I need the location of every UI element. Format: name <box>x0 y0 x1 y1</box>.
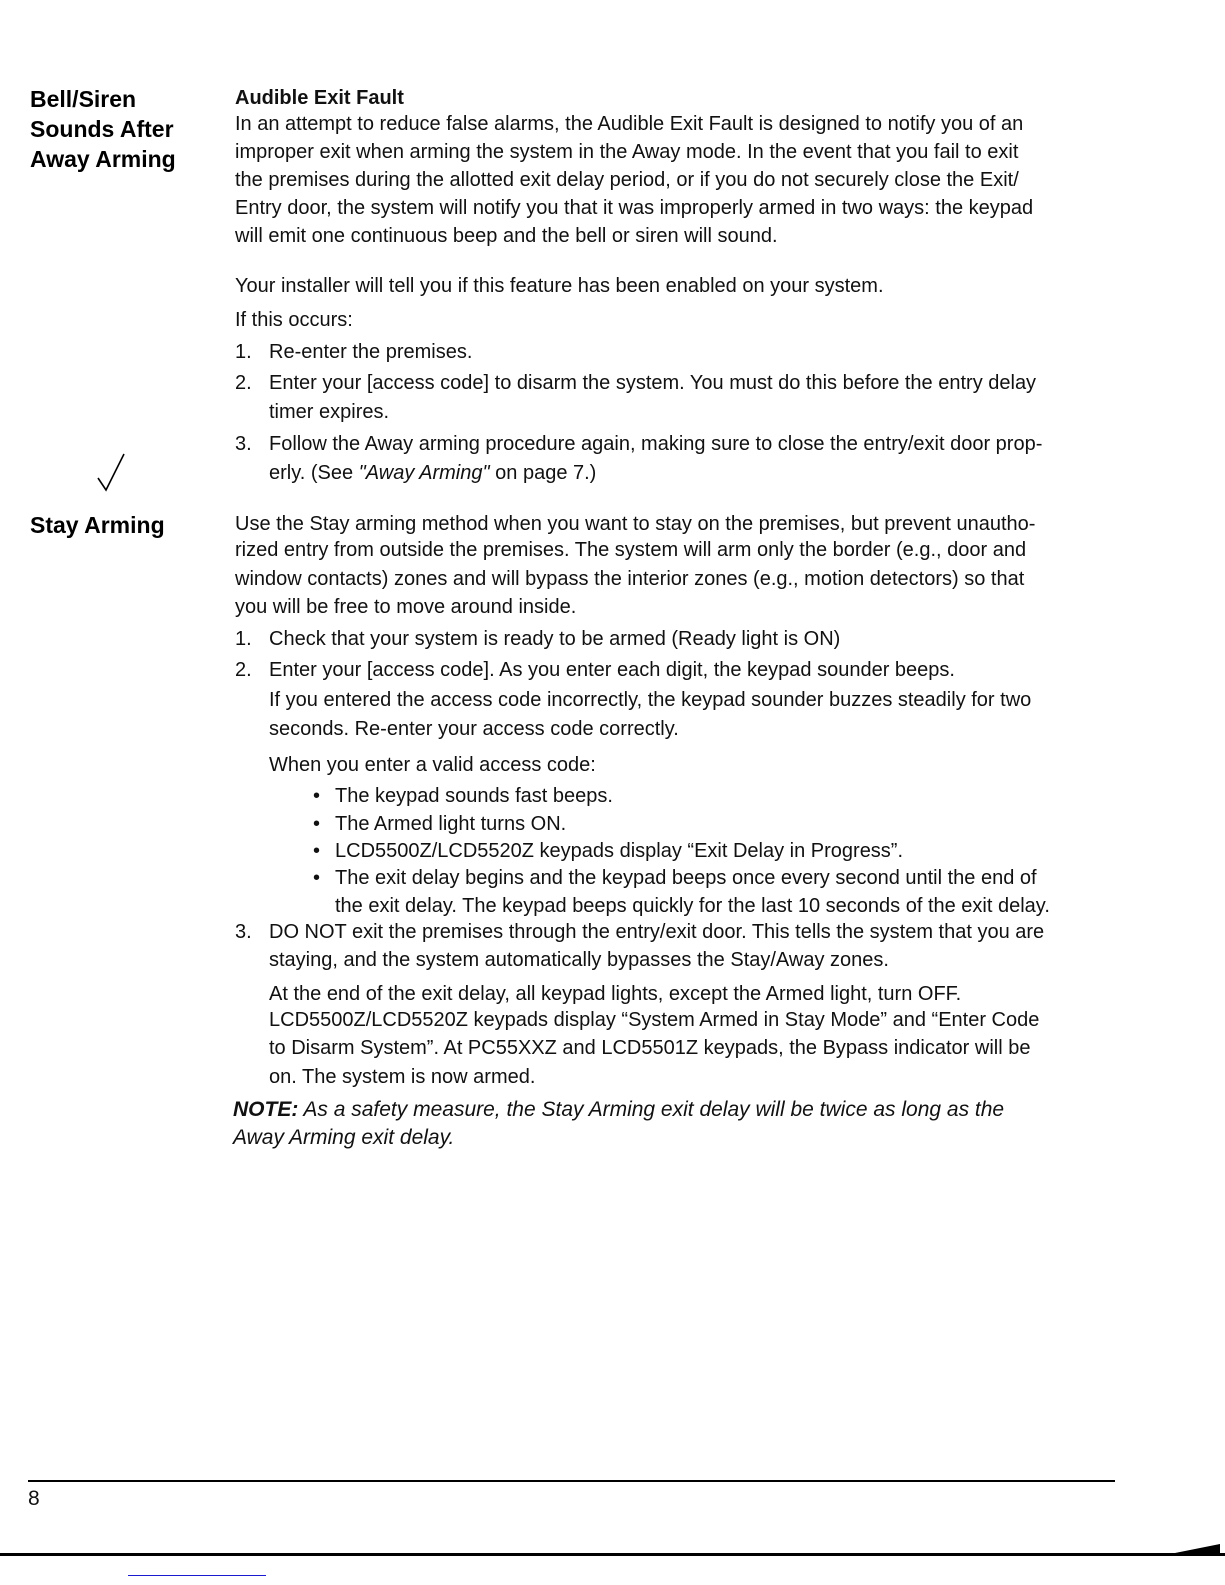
step-text: At the end of the exit delay, all keypad lights, except the Armed light, turn OFF. <box>269 983 962 1005</box>
step-text: Follow the Away arming procedure again, making sure to close the entry/exit door prop- <box>269 433 1043 455</box>
bullet-icon: • <box>313 867 321 889</box>
body-line: Entry door, the system will notify you that it was improperly armed in two ways: the keypad <box>235 197 1034 219</box>
note <box>233 1098 1004 1122</box>
step-text: DO NOT exit the premises through the entry/exit door. This tells the system that you are <box>269 921 1045 943</box>
cross-reference: "Away Arming" <box>358 462 490 484</box>
body-line: window contacts) zones and will bypass the interior zones (e.g., motion detectors) so that <box>235 568 1025 590</box>
note-text: Away Arming exit delay. <box>233 1126 455 1149</box>
step-text: Re-enter the premises. <box>269 341 473 363</box>
page-number: 8 <box>28 1487 40 1510</box>
body-line: Use the Stay arming method when you want to stay on the premises, but prevent unautho- <box>235 513 1036 535</box>
scan-artifact-line <box>128 1575 266 1576</box>
step-text: on. The system is now armed. <box>269 1066 536 1088</box>
note-label: NOTE: <box>233 1098 299 1121</box>
step-text: seconds. Re-enter your access code correctly. <box>269 718 679 740</box>
bullet-item: the exit delay. The keypad beeps quickly for the last 10 seconds of the exit delay. <box>335 895 1050 917</box>
footer-rule <box>28 1480 1115 1482</box>
bullet-item: The Armed light turns ON. <box>335 813 567 835</box>
step-text-part: erly. (See <box>269 462 359 484</box>
step-number: 2. <box>235 659 252 681</box>
step-text: Enter your [access code] to disarm the system. You must do this before the entry delay <box>269 372 1037 394</box>
body-line: In an attempt to reduce false alarms, the Audible Exit Fault is designed to notify you of an <box>235 113 1024 135</box>
heading-line: Away Arming <box>30 146 176 172</box>
step-text: If you entered the access code incorrectly, the keypad sounder buzzes steadily for two <box>269 689 1032 711</box>
checkmark-icon <box>96 452 126 494</box>
bullet-item: The exit delay begins and the keypad beeps once every second until the end of <box>335 867 1037 889</box>
body-line: rized entry from outside the premises. The system will arm only the border (e.g., door and <box>235 539 1027 561</box>
section-heading-bell-siren <box>30 84 176 174</box>
step-text: staying, and the system automatically bypasses the Stay/Away zones. <box>269 949 889 971</box>
step-text: Check that your system is ready to be armed (Ready light is ON) <box>269 628 841 650</box>
note-text: As a safety measure, the Stay Arming exit delay will be twice as long as the <box>298 1098 1005 1121</box>
body-line: improper exit when arming the system in the Away mode. In the event that you fail to exit <box>235 141 1019 163</box>
step-text: LCD5500Z/LCD5520Z keypads display “System Armed in Stay Mode” and “Enter Code <box>269 1009 1040 1031</box>
bullet-icon: • <box>313 813 321 835</box>
body-line: Your installer will tell you if this feature has been enabled on your system. <box>235 275 884 297</box>
step-number: 3. <box>235 433 252 455</box>
section-heading-stay-arming: Stay Arming <box>30 512 165 538</box>
step-number: 3. <box>235 921 252 943</box>
heading-line: Bell/Siren <box>30 86 137 112</box>
page-edge-shadow <box>1170 1544 1220 1554</box>
heading-line: Sounds After <box>30 116 174 142</box>
page-edge-rule <box>0 1553 1225 1556</box>
step-number: 2. <box>235 372 252 394</box>
bullet-item: LCD5500Z/LCD5520Z keypads display “Exit Delay in Progress”. <box>335 840 904 862</box>
step-text <box>269 461 596 485</box>
bullet-icon: • <box>313 840 321 862</box>
body-line: the premises during the allotted exit delay period, or if you do not securely close the Exit/ <box>235 169 1019 191</box>
step-text-part: on page 7.) <box>489 462 597 484</box>
step-text: timer expires. <box>269 401 390 423</box>
body-line: If this occurs: <box>235 309 353 331</box>
bullet-item: The keypad sounds fast beeps. <box>335 785 613 807</box>
step-number: 1. <box>235 341 252 363</box>
body-line: you will be free to move around inside. <box>235 596 577 618</box>
bullet-icon: • <box>313 785 321 807</box>
step-text: to Disarm System”. At PC55XXZ and LCD5501Z keypads, the Bypass indicator will be <box>269 1037 1031 1059</box>
step-text: When you enter a valid access code: <box>269 754 596 776</box>
step-number: 1. <box>235 628 252 650</box>
step-text: Enter your [access code]. As you enter each digit, the keypad sounder beeps. <box>269 659 955 681</box>
body-line: will emit one continuous beep and the bell or siren will sound. <box>235 225 778 247</box>
subheading-audible-exit-fault: Audible Exit Fault <box>235 87 404 109</box>
